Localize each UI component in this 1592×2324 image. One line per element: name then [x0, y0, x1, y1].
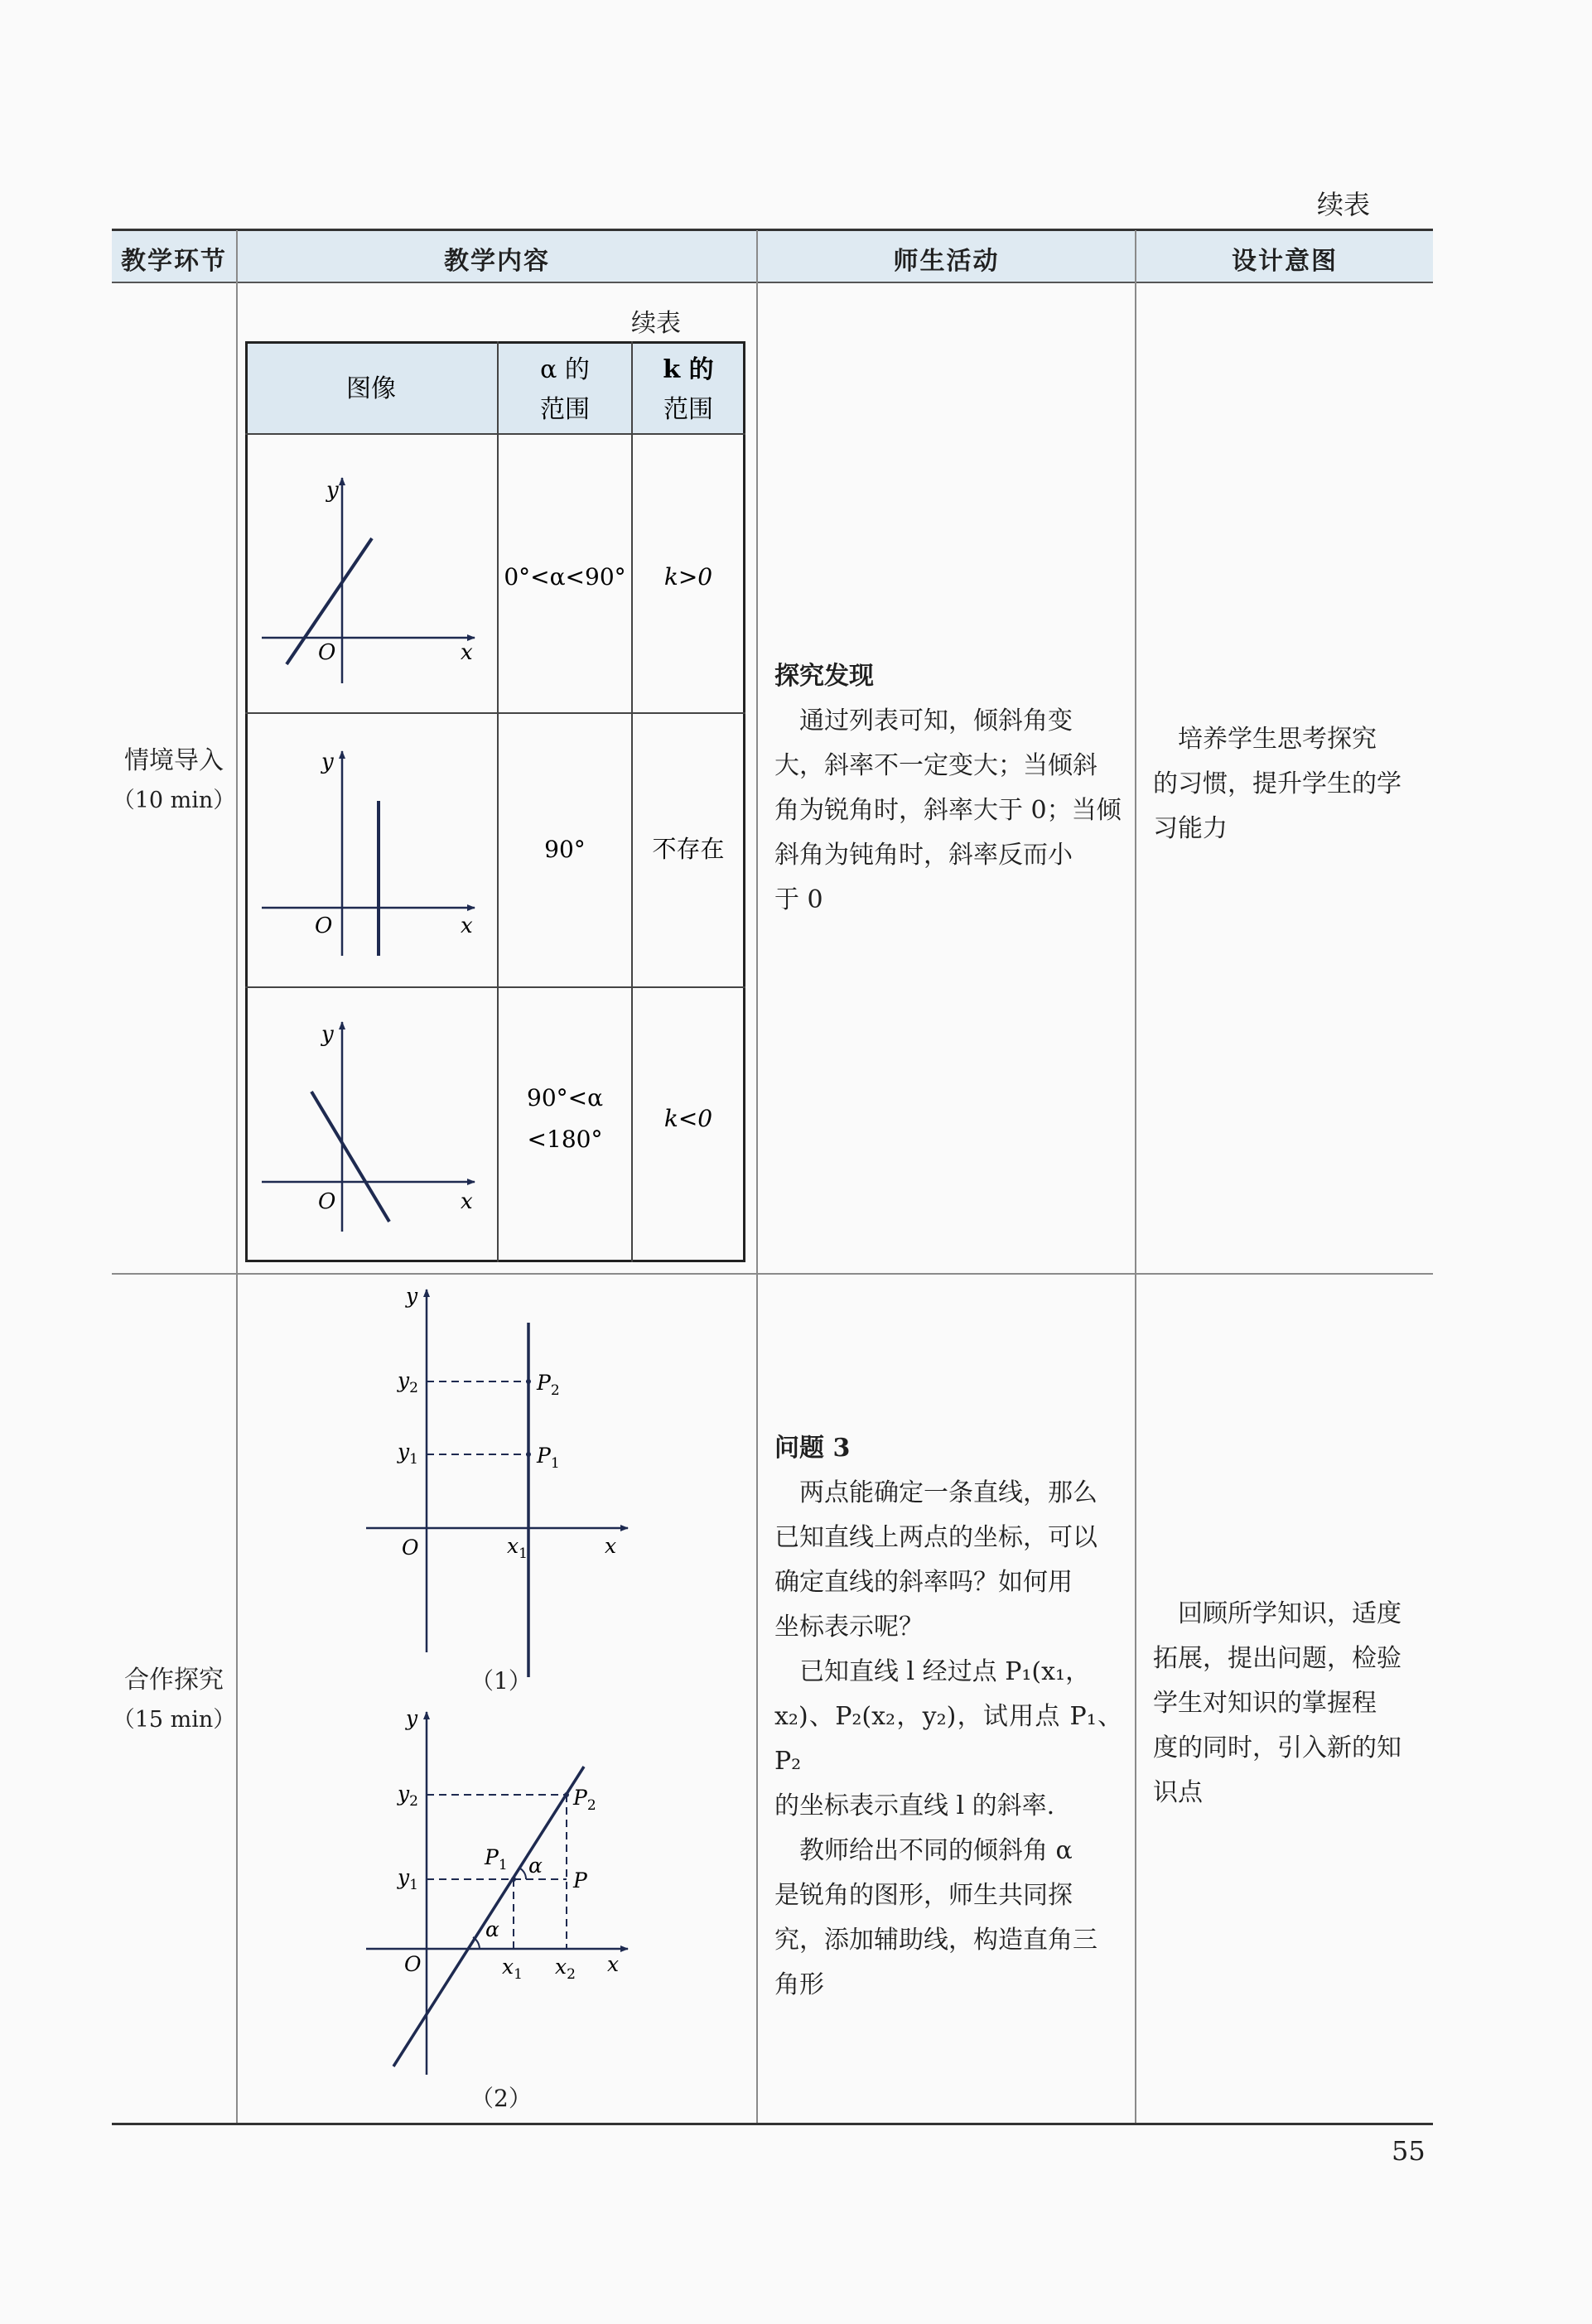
- row1-stage: [112, 741, 236, 821]
- fig2-p2-sub: 2: [586, 1797, 596, 1814]
- inner-header-k-2: 范围: [663, 395, 713, 424]
- row2-activity-line-11: 角形: [774, 1970, 824, 1999]
- row2-intent-line-4: 度的同时，引入新的知: [1153, 1733, 1401, 1762]
- figure-1: [356, 1280, 638, 1702]
- row1-intent-line-3: 习能力: [1153, 814, 1228, 843]
- fig2-x1-sub: 1: [514, 1966, 523, 1983]
- inner-header-image: 图像: [346, 374, 396, 403]
- row2-activity-line-3: 确定直线的斜率吗？如何用: [774, 1568, 1073, 1597]
- fig2-y2-label: y: [398, 1782, 410, 1806]
- fig2-x1-label: x: [502, 1955, 514, 1979]
- fig1-origin-label: O: [402, 1536, 419, 1560]
- inner-header-k-1: k 的: [663, 355, 714, 384]
- fig2-y1-label: y: [398, 1865, 410, 1889]
- svg-text:y1: [397, 1439, 418, 1468]
- figure-2-caption: （2）: [470, 2085, 532, 2112]
- row-positive-k: k>0: [663, 563, 713, 591]
- row2-stage: [112, 1661, 236, 1740]
- fig1-y-label: y: [406, 1284, 418, 1308]
- row2-activity: [774, 1426, 1122, 2008]
- g2-y-label: y: [321, 750, 334, 774]
- fig2-x-label: x: [607, 1952, 620, 1976]
- g3-origin-label: O: [318, 1189, 336, 1214]
- inner-header-alpha-1: α 的: [540, 355, 590, 384]
- row-negative-alpha-2: <180°: [527, 1126, 603, 1153]
- svg-text:x1: [502, 1955, 523, 1983]
- row2-activity-line-2: 已知直线上两点的坐标，可以: [774, 1523, 1098, 1552]
- row1-activity-line-5: 于 0: [774, 885, 823, 914]
- svg-text:P1: [484, 1845, 508, 1873]
- row1-activity: [774, 654, 1122, 923]
- svg-text:P1: [536, 1444, 560, 1472]
- graph-vertical-line: [262, 750, 475, 956]
- fig1-y2-label: y: [398, 1368, 410, 1392]
- row-positive-alpha: 0°<α<90°: [504, 563, 626, 591]
- header-bottom-rule: [112, 282, 1433, 283]
- page-number: 55: [1392, 2135, 1426, 2167]
- svg-text:y2: [397, 1368, 418, 1396]
- row2-intent-line-3: 学生对知识的掌握程: [1153, 1689, 1377, 1718]
- row2-activity-line-6: x₂)、P₂(x₂，y₂)，试用点 P₁、P₂: [774, 1702, 1122, 1776]
- row2-activity-line-4: 坐标表示呢？: [774, 1613, 924, 1642]
- fig2-y2-sub: 2: [409, 1793, 418, 1810]
- header-content: 教学内容: [444, 247, 550, 276]
- svg-text:x1: [507, 1534, 528, 1562]
- fig1-p2-label: P: [537, 1371, 551, 1395]
- fig2-p1-sub: 1: [498, 1857, 508, 1873]
- header-stage: 教学环节: [121, 247, 227, 276]
- row-divider: [112, 1273, 1433, 1275]
- row2-stage-name: 合作探究: [124, 1666, 224, 1695]
- g3-y-label: y: [321, 1022, 334, 1047]
- row-vertical-k: 不存在: [652, 835, 725, 863]
- inner-header-alpha-2: 范围: [540, 395, 590, 424]
- fig2-origin-label: O: [404, 1952, 422, 1976]
- g3-x-label: x: [461, 1189, 473, 1214]
- g1-x-label: x: [461, 640, 473, 665]
- row2-activity-line-7: 的坐标表示直线 l 的斜率.: [774, 1791, 1055, 1820]
- row1-activity-line-3: 角为锐角时，斜率大于 0；当倾: [774, 796, 1122, 825]
- row-negative-k: k<0: [663, 1105, 713, 1132]
- fig1-y2-sub: 2: [409, 1380, 418, 1396]
- fig1-x-label: x: [605, 1534, 617, 1558]
- col-divider-3: [1135, 230, 1136, 2124]
- fig2-p1-label: P: [485, 1845, 499, 1869]
- graph-negative-slope: [262, 1022, 475, 1232]
- fig1-p1-sub: 1: [550, 1455, 560, 1472]
- fig1-y1-sub: 1: [409, 1451, 418, 1468]
- fig2-x2-sub: 2: [567, 1966, 576, 1983]
- fig2-y1-sub: 1: [409, 1877, 418, 1893]
- g1-y-label: y: [326, 478, 339, 503]
- g2-x-label: x: [461, 914, 473, 938]
- svg-text:P2: [572, 1786, 596, 1814]
- row1-intent: [1153, 717, 1426, 851]
- fig1-p2-sub: 2: [550, 1382, 560, 1399]
- g2-origin-label: O: [315, 914, 333, 938]
- row-negative-alpha-1: 90°<α: [527, 1084, 603, 1111]
- row2-intent-line-5: 识点: [1153, 1778, 1203, 1807]
- row1-activity-line-4: 斜角为钝角时，斜率反而小: [774, 841, 1073, 870]
- header-activity: 师生活动: [893, 247, 1000, 276]
- row2-intent: [1153, 1592, 1426, 1815]
- svg-text:x2: [555, 1955, 576, 1983]
- col-divider-2: [756, 230, 758, 2124]
- row2-intent-line-1: 回顾所学知识，适度: [1178, 1599, 1401, 1628]
- table-bottom-rule: [112, 2123, 1433, 2125]
- continued-label: 续表: [1317, 189, 1371, 220]
- row1-activity-line-1: 通过列表可知，倾斜角变: [799, 706, 1073, 735]
- row1-intent-line-1: 培养学生思考探究: [1178, 725, 1377, 754]
- fig1-p1-label: P: [537, 1444, 551, 1468]
- fig2-alpha-lower: α: [485, 1917, 499, 1941]
- svg-text:y1: [397, 1865, 418, 1893]
- row1-stage-name: 情境导入: [124, 746, 224, 775]
- g1-origin-label: O: [318, 640, 336, 665]
- fig2-p-label: P: [573, 1868, 587, 1892]
- row-vertical-alpha: 90°: [544, 836, 586, 863]
- row1-stage-duration: （10 min）: [112, 788, 236, 813]
- graph-positive-slope: [262, 478, 475, 683]
- fig1-x1-label: x: [507, 1534, 519, 1558]
- row2-activity-title: 问题 3: [774, 1434, 851, 1463]
- row1-intent-line-2: 的习惯，提升学生的学: [1153, 769, 1401, 798]
- fig2-x2-label: x: [555, 1955, 567, 1979]
- fig1-y1-label: y: [398, 1439, 410, 1463]
- row1-activity-title: 探究发现: [774, 662, 874, 691]
- row2-activity-line-5: 已知直线 l 经过点 P₁(x₁，: [799, 1657, 1091, 1686]
- row2-activity-line-1: 两点能确定一条直线，那么: [799, 1478, 1098, 1507]
- inner-table: [245, 341, 745, 1262]
- row2-activity-line-9: 是锐角的图形，师生共同探: [774, 1881, 1073, 1910]
- header-intent: 设计意图: [1232, 247, 1338, 276]
- figure-2: [356, 1702, 638, 2083]
- fig1-x1-sub: 1: [519, 1545, 528, 1562]
- svg-text:y2: [397, 1782, 418, 1810]
- svg-text:P2: [536, 1371, 560, 1399]
- figure-1-caption: （1）: [470, 1667, 532, 1695]
- fig2-y-label: y: [406, 1706, 418, 1730]
- table-top-rule: [112, 229, 1433, 231]
- row2-intent-line-2: 拓展，提出问题，检验: [1153, 1644, 1401, 1673]
- row2-activity-line-8: 教师给出不同的倾斜角 α: [799, 1836, 1073, 1865]
- col-divider-1: [236, 230, 238, 2124]
- inner-table-continued-label: 续表: [631, 309, 681, 338]
- row1-activity-line-2: 大，斜率不一定变大；当倾斜: [774, 751, 1098, 780]
- row2-stage-duration: （15 min）: [112, 1707, 236, 1733]
- fig2-p2-label: P: [573, 1786, 587, 1810]
- row2-activity-line-10: 究，添加辅助线，构造直角三: [774, 1926, 1098, 1955]
- fig2-alpha-upper: α: [528, 1854, 543, 1878]
